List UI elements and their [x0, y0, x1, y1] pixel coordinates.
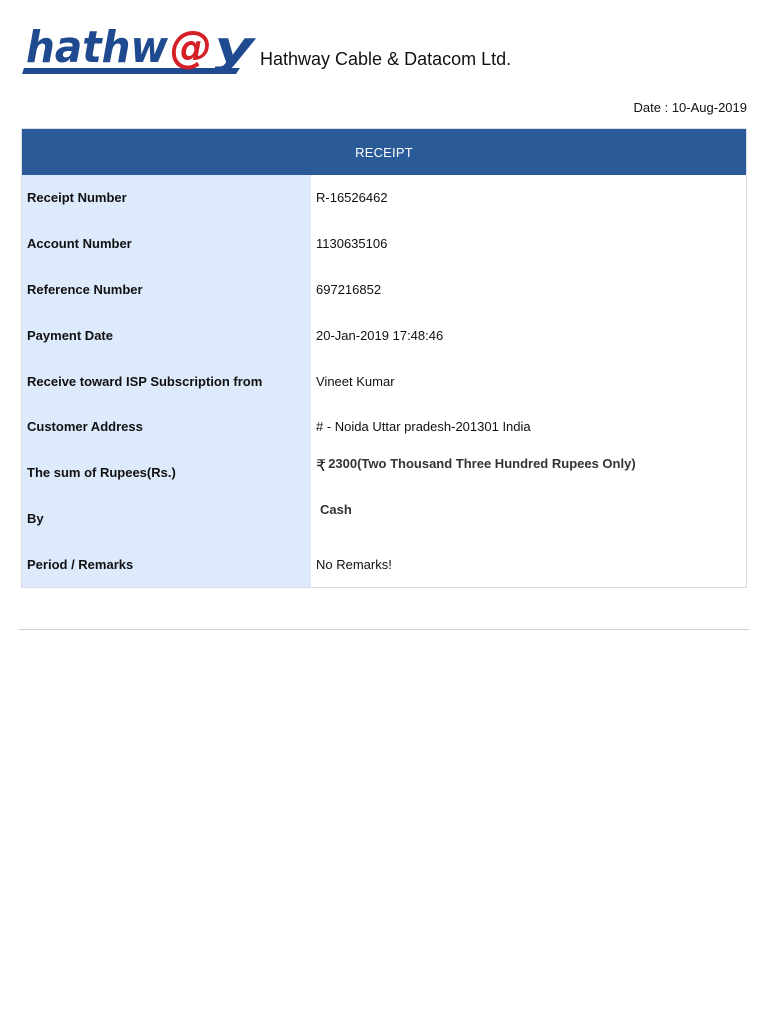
row-label: By: [22, 496, 311, 542]
row-label: Receipt Number: [22, 175, 311, 221]
amount-text: 2300(Two Thousand Three Hundred Rupees Only): [328, 455, 636, 471]
hathway-logo: [22, 20, 258, 76]
row-account-number: [22, 221, 746, 267]
row-label: The sum of Rupees(Rs.): [22, 450, 311, 496]
row-label: Period / Remarks: [22, 541, 311, 587]
row-value: Vineet Kumar: [311, 358, 746, 404]
rupee-icon: ₹: [316, 457, 327, 475]
receipt-title: RECEIPT: [22, 129, 746, 175]
row-payment-date: [22, 312, 746, 358]
receipt-date: Date : 10-Aug-2019: [633, 100, 747, 115]
row-label: Account Number: [22, 221, 311, 267]
hathway-logo-graphic: [22, 20, 258, 76]
svg-text:@: @: [170, 22, 212, 73]
row-payment-mode: [22, 496, 746, 542]
row-remarks: [22, 541, 746, 587]
row-label: Payment Date: [22, 312, 311, 358]
row-label: Customer Address: [22, 404, 311, 450]
receipt-table: [21, 128, 747, 588]
row-receipt-number: [22, 175, 746, 221]
row-value: [311, 450, 746, 496]
row-value: 1130635106: [311, 221, 746, 267]
row-reference-number: [22, 267, 746, 313]
row-subscriber: [22, 358, 746, 404]
row-value: 20-Jan-2019 17:48:46: [311, 312, 746, 358]
page-header: [22, 20, 511, 76]
row-label: Reference Number: [22, 267, 311, 313]
row-value: R-16526462: [311, 175, 746, 221]
row-value: Cash: [311, 496, 746, 542]
svg-text:hathw: hathw: [26, 22, 169, 73]
row-value: No Remarks!: [311, 541, 746, 587]
receipt-rows: [22, 175, 746, 587]
row-customer-address: [22, 404, 746, 450]
row-value: # - Noida Uttar pradesh-201301 India: [311, 404, 746, 450]
svg-text:y: y: [214, 22, 258, 73]
company-name: Hathway Cable & Datacom Ltd.: [260, 49, 512, 69]
row-amount: [22, 450, 746, 496]
row-label: Receive toward ISP Subscription from: [22, 358, 311, 404]
row-value: 697216852: [311, 267, 746, 313]
page-divider: [19, 629, 749, 630]
